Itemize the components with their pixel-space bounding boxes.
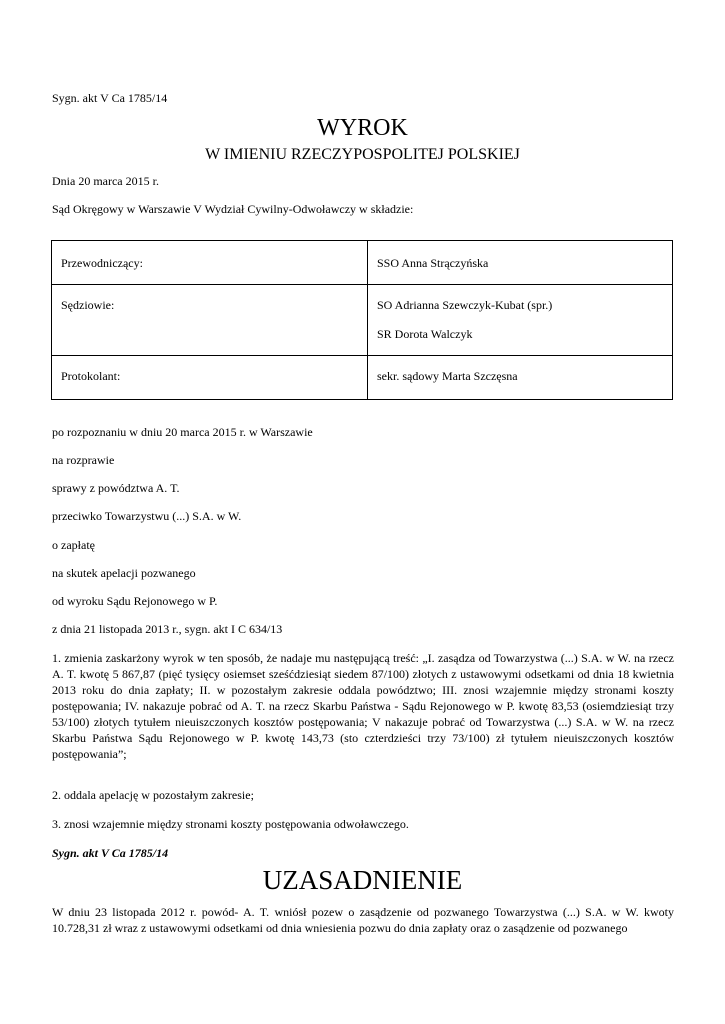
court-composition: Sąd Okręgowy w Warszawie V Wydział Cywilny-Odwoławczy w składzie:: [52, 202, 414, 216]
proceedings-line: po rozpoznaniu w dniu 20 marca 2015 r. w Warszawie: [52, 425, 313, 439]
proceedings-line: o zapłatę: [52, 538, 95, 552]
ruling-item-2: 2. oddala apelację w pozostałym zakresie;: [52, 788, 254, 802]
case-signature: Sygn. akt V Ca 1785/14: [52, 91, 168, 105]
proceedings-line: na rozprawie: [52, 453, 115, 467]
chair-value: SSO Anna Strączyńska: [377, 256, 489, 270]
judges-label: Sędziowie:: [61, 298, 115, 312]
justification-text: W dniu 23 listopada 2012 r. powód- A. T. wniósł pozew o zasądzenie od pozwanego Towarzystwa (...) S.A. w W. kwoty 10.728,31 zł wraz z ustawowymi odsetkami od dnia wniesienia pozwu do dnia zapłaty oraz o zasądzenie od pozwanego: [52, 905, 674, 935]
ruling-item-3: 3. znosi wzajemnie między stronami koszty postępowania odwoławczego.: [52, 817, 409, 831]
judgment-subtitle: W IMIENIU RZECZYPOSPOLITEJ POLSKIEJ: [205, 146, 520, 163]
judge-2: SR Dorota Walczyk: [377, 327, 473, 341]
proceedings-line: przeciwko Towarzystwu (...) S.A. w W.: [52, 509, 242, 523]
proceedings-line: od wyroku Sądu Rejonowego w P.: [52, 594, 218, 608]
clerk-value: sekr. sądowy Marta Szczęsna: [377, 369, 518, 383]
ruling-item-1: 1. zmienia zaskarżony wyrok w ten sposób, że nadaje mu następującą treść: „I. zasądza od Towarzystwa (...) S.A. w W. na rzecz A. T. kwotę 5 867,87 (pięć tysięcy osiemset sześćdziesiąt siedem 87/100) złotych z ustawowymi odsetkami od dnia 18 kwietnia 2013 roku do dnia zapłaty; II. w pozostałym zakresie oddala powództwo; III. znosi wzajemnie między stronami koszty postępowania; IV. nakazuje pobrać od A. T. na rzecz Skarbu Państwa - Sądu Rejonowego w P. kwotę 83,53 (osiemdziesiąt trzy 53/100) złotych tytułem nieuiszczonych kosztów postępowania; V nakazuje pobrać od Towarzystwa (...) S.A. w W. na rzecz Skarbu Państwa Sądu Rejonowego w P. kwotę 143,73 (sto czterdzieści trzy 73/100) zł tytułem nieuiszczonych kosztów postępowania”;: [52, 651, 674, 761]
chair-label: Przewodniczący:: [61, 256, 143, 270]
table-row: [52, 356, 673, 400]
clerk-label: Protokolant:: [61, 369, 121, 383]
justification-title: UZASADNIENIE: [262, 865, 463, 895]
judgment-title: WYROK: [317, 115, 408, 141]
judge-1: SO Adrianna Szewczyk-Kubat (spr.): [377, 298, 553, 312]
justification-case-signature: Sygn. akt V Ca 1785/14: [52, 846, 169, 860]
proceedings-line: z dnia 21 listopada 2013 r., sygn. akt I C 634/13: [52, 622, 283, 636]
table-row: [52, 241, 673, 285]
proceedings-line: sprawy z powództwa A. T.: [52, 481, 180, 495]
panel-table: [51, 240, 673, 400]
table-row: [52, 285, 673, 356]
judgment-date: Dnia 20 marca 2015 r.: [52, 174, 159, 188]
proceedings-line: na skutek apelacji pozwanego: [52, 566, 196, 580]
